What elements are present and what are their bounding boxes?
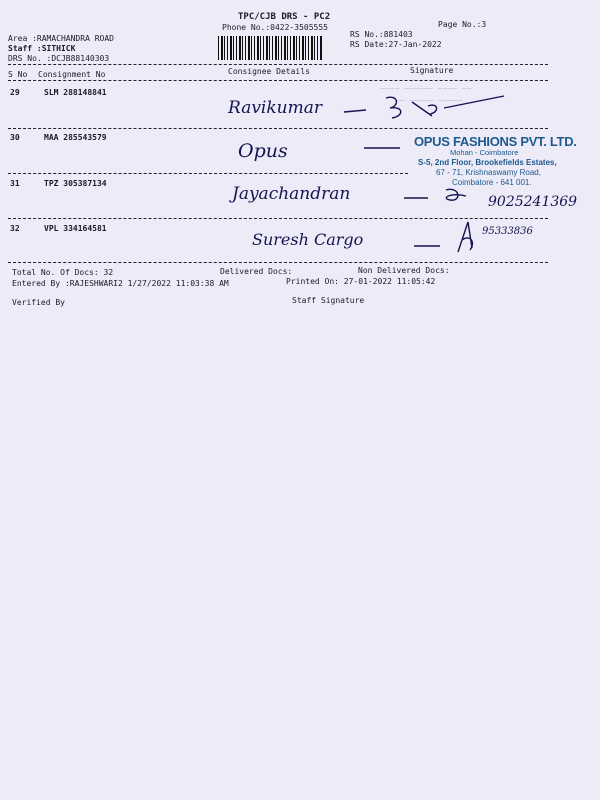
row-consignee-handwritten: Ravikumar (228, 98, 322, 118)
rs-date: RS Date:27-Jan-2022 (350, 40, 442, 49)
non-delivered-docs: Non Delivered Docs: (358, 266, 450, 275)
delivered-docs: Delivered Docs: (220, 267, 293, 276)
staff-signature-label: Staff Signature (292, 296, 365, 305)
column-divider (8, 80, 548, 81)
signature-scribble (410, 218, 480, 258)
bleed-through-text: ~~ ~~~~~ ~~~~~ (395, 96, 463, 105)
row-sno: 32 (10, 224, 20, 233)
row-consignee-handwritten: Opus (238, 140, 288, 162)
stamp-company-name: OPUS FASHIONS PVT. LTD. (414, 134, 577, 149)
row-consignee-handwritten: Jayachandran (232, 184, 351, 204)
column-signature: Signature (410, 66, 454, 75)
rs-number: RS No.:881403 (350, 30, 413, 39)
row-sno: 29 (10, 88, 20, 97)
page-number: Page No.:3 (438, 20, 487, 29)
entered-by: Entered By :RAJESHWARI2 1/27/2022 11:03:38 AM (12, 279, 229, 288)
stamp-line: S-5, 2nd Floor, Brookefields Estates, (418, 158, 557, 167)
row-divider (8, 262, 548, 263)
row-phone-handwritten: 95333836 (482, 226, 533, 237)
row-sno: 30 (10, 133, 20, 142)
stamp-line: Mohan - Coimbatore (450, 148, 519, 157)
signature-dash (360, 140, 410, 154)
row-sno: 31 (10, 179, 20, 188)
printed-on: Printed On: 27-01-2022 11:05:42 (286, 277, 436, 286)
document-title: TPC/CJB DRS - PC2 (238, 12, 331, 22)
row-consignment: VPL 334164581 (44, 224, 107, 233)
row-phone-handwritten: 9025241369 (488, 194, 578, 210)
header-divider (8, 64, 548, 65)
phone-number: Phone No.:0422-3505555 (222, 23, 328, 32)
row-consignment: MAA 285543579 (44, 133, 107, 142)
row-divider (8, 128, 548, 129)
column-consignee: Consignee Details (228, 67, 310, 76)
row-consignment: TPZ 305387134 (44, 179, 107, 188)
row-consignment: SLM 288148841 (44, 88, 107, 97)
stamp-line: Coimbatore - 641 001. (452, 178, 532, 187)
stamp-line: 67 - 71, Krishnaswamy Road, (436, 168, 541, 177)
drs-number: DRS No. :DCJB88140303 (8, 54, 110, 63)
signature-scribble (340, 92, 510, 122)
verified-by: Verified By (12, 298, 65, 307)
total-docs: Total No. Of Docs: 32 (12, 268, 114, 277)
column-sno: S No (8, 70, 28, 79)
staff-label: Staff :SITHICK (8, 44, 76, 53)
row-divider (8, 173, 408, 174)
bleed-through-text: ~~~~ ~~~~~~ ~~~~ ~~ (380, 84, 472, 93)
signature-scribble (400, 186, 470, 206)
row-consignee-handwritten: Suresh Cargo (252, 230, 364, 249)
barcode (218, 36, 322, 60)
area-label: Area :RAMACHANDRA ROAD (8, 34, 114, 43)
column-consignment: Consignment No (38, 70, 106, 79)
